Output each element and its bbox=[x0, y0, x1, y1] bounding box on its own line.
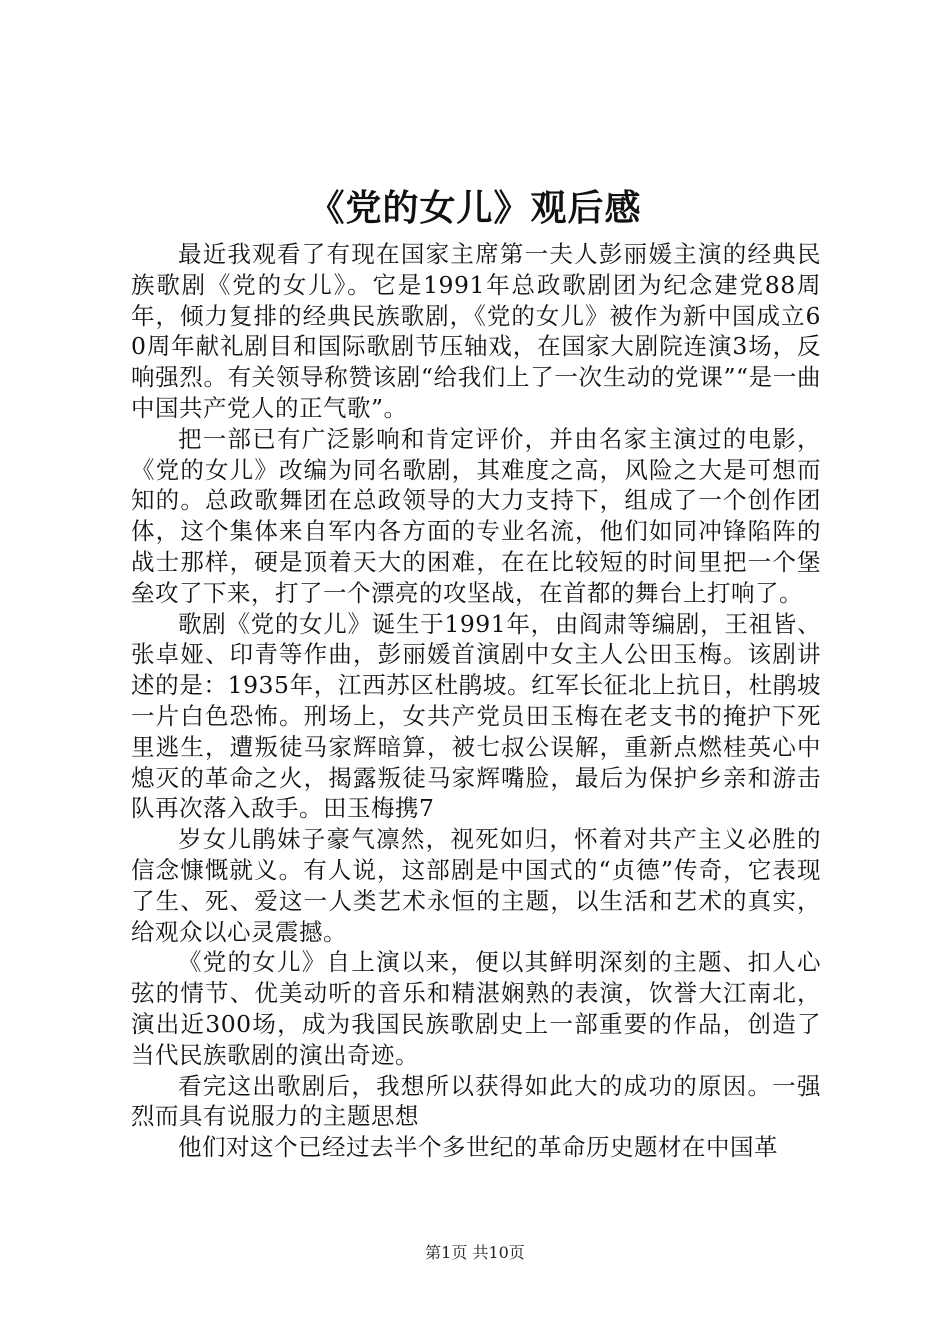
paragraph-5: 《党的女儿》自上演以来，便以其鲜明深刻的主题、扣人心弦的情节、优美动听的音乐和精湛娴熟的表演，饮誉大江南北，演出近300场，成为我国民族歌剧史上一部重要的作品，创造了当代民族歌剧的演出奇迹。 bbox=[131, 948, 821, 1069]
paragraph-6: 看完这出歌剧后，我想所以获得如此大的成功的原因。一强烈而具有说服力的主题思想 bbox=[131, 1071, 821, 1131]
paragraph-3: 歌剧《党的女儿》诞生于1991年，由阎肃等编剧，王祖皆、张卓娅、印青等作曲，彭丽媛首演剧中女主人公田玉梅。该剧讲述的是：1935年，江西苏区杜鹃坡。红军长征北上抗日，杜鹃坡一片白色恐怖。刑场上，女共产党员田玉梅在老支书的掩护下死里逃生，遭叛徒马家辉暗算，被七叔公误解，重新点燃桂英心中熄灭的革命之火，揭露叛徒马家辉嘴脸，最后为保护乡亲和游击队再次落入敌手。田玉梅携7 bbox=[131, 609, 821, 823]
paragraph-7: 他们对这个已经过去半个多世纪的革命历史题材在中国革 bbox=[178, 1133, 778, 1162]
page-number-footer: 第1页 共10页 bbox=[425, 1243, 525, 1262]
paragraph-1: 最近我观看了有现在国家主席第一夫人彭丽媛主演的经典民族歌剧《党的女儿》。它是1991年总政歌剧团为纪念建党88周年，倾力复排的经典民族歌剧，《党的女儿》被作为新中国成立60周年献礼剧目和国际歌剧节压轴戏，在国家大剧院连演3场，反响强烈。有关领导称赞该剧“给我们上了一次生动的党课”“是一曲中国共产党人的正气歌”。 bbox=[131, 240, 821, 422]
paragraph-2: 把一部已有广泛影响和肯定评价，并由名家主演过的电影，《党的女儿》改编为同名歌剧，其难度之高，风险之大是可想而知的。总政歌舞团在总政领导的大力支持下，组成了一个创作团体，这个集体来自军内各方面的专业名流，他们如同冲锋陷阵的战士那样，硬是顶着天大的困难，在在比较短的时间里把一个堡垒攻了下来，打了一个漂亮的攻坚战，在首都的舞台上打响了。 bbox=[131, 424, 821, 607]
document-body bbox=[131, 239, 821, 1163]
page-title: 《党的女儿》观后感 bbox=[308, 187, 642, 229]
paragraph-4: 岁女儿鹃妹子豪气凛然，视死如归，怀着对共产主义必胜的信念慷慨就义。有人说，这部剧是中国式的“贞德”传奇，它表现了生、死、爱这一人类艺术永恒的主题，以生活和艺术的真实，给观众以心灵震撼。 bbox=[131, 825, 821, 946]
